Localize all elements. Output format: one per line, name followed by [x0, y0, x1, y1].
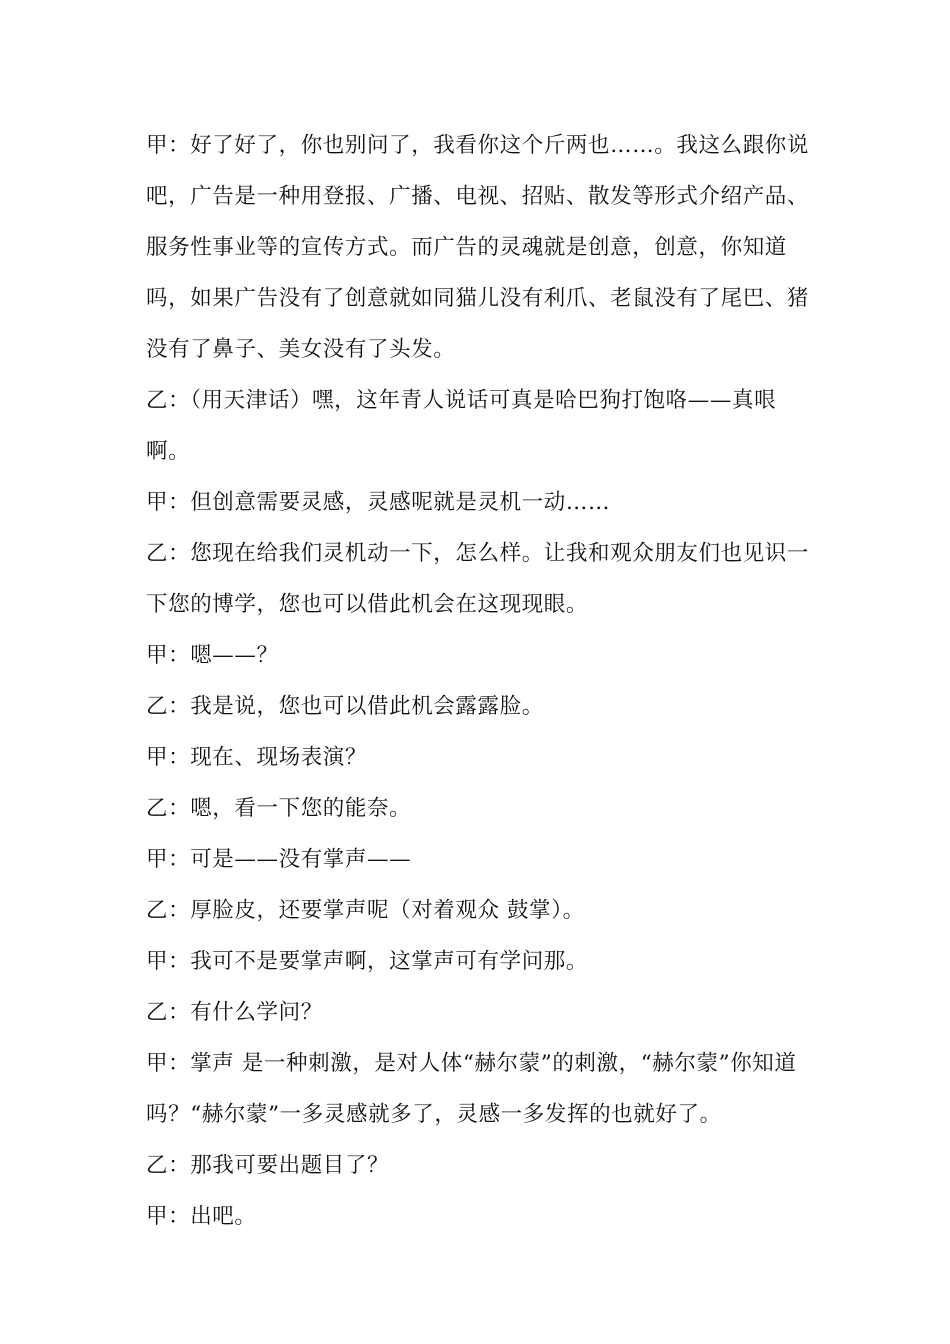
paragraph: 乙：我是说，您也可以借此机会露露脸。 [146, 694, 544, 719]
paragraph: 乙：（用天津话）嘿，这年青人说话可真是哈巴狗打饱咯——真哏啊。 [146, 388, 777, 464]
paragraph: 乙：您现在给我们灵机动一下，怎么样。让我和观众朋友们也见识一下您的博学，您也可以借此机会在这现现眼。 [146, 541, 810, 617]
paragraph: 甲：掌声 是一种刺激，是对人体“赫尔蒙”的刺激，“赫尔蒙”你知道吗？“赫尔蒙”一多灵感就多了，灵感一多发挥的也就好了。 [146, 1051, 797, 1127]
dialogue-body [146, 120, 810, 1242]
paragraph: 甲：嗯——？ [146, 643, 279, 668]
paragraph: 甲：好了好了，你也别问了，我看你这个斤两也……。我这么跟你说吧，广告是一种用登报、广播、电视、招贴、散发等形式介绍产品、服务性事业等的宣传方式。而广告的灵魂就是创意，创意，你知道吗，如果广告没有了创意就如同猫儿没有利爪、老鼠没有了尾巴、猪没有了鼻子、美女没有了头发。 [146, 133, 810, 362]
paragraph: 甲：出吧。 [146, 1204, 257, 1229]
paragraph: 甲：我可不是要掌声啊，这掌声可有学问那。 [146, 949, 589, 974]
paragraph: 甲：但创意需要灵感，灵感呢就是灵机一动…… [146, 490, 611, 515]
paragraph: 甲：现在、现场表演？ [146, 745, 368, 770]
paragraph: 乙：有什么学问？ [146, 1000, 323, 1025]
paragraph: 甲：可是——没有掌声—— [146, 847, 412, 872]
paragraph: 乙：嗯，看一下您的能奈。 [146, 796, 412, 821]
paragraph: 乙：那我可要出题目了？ [146, 1153, 390, 1178]
paragraph: 乙：厚脸皮，还要掌声呢（对着观众 鼓掌）。 [146, 898, 585, 923]
